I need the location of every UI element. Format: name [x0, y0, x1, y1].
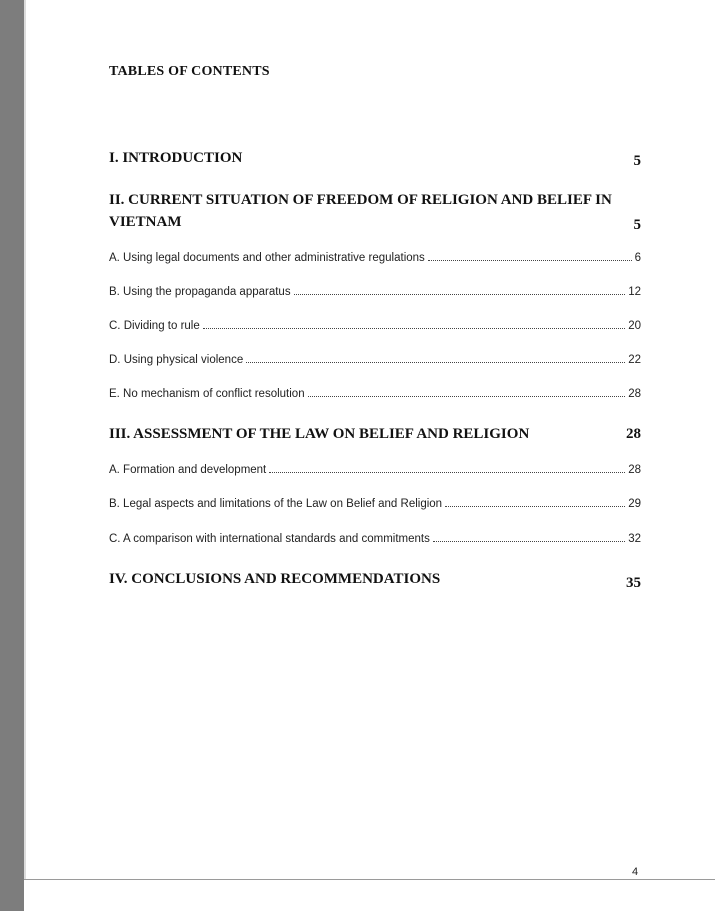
dot-leader [203, 327, 625, 329]
toc-entry[interactable] [109, 248, 641, 264]
toc-heading-page: 5 [633, 217, 641, 233]
toc-heading-page: 35 [626, 575, 641, 591]
dot-leader [246, 361, 625, 363]
toc-entry-label: E. No mechanism of conflict resolution [109, 388, 305, 400]
toc-heading-conclusions[interactable] [109, 568, 641, 590]
dot-leader [269, 471, 625, 473]
document-page [26, 0, 715, 879]
page-title: TABLES OF CONTENTS [109, 64, 270, 79]
toc-entry[interactable] [109, 282, 641, 298]
toc-heading-page: 5 [633, 153, 641, 169]
toc-heading-page: 28 [626, 426, 641, 442]
dot-leader [433, 540, 625, 542]
page-bottom-edge [24, 879, 715, 880]
toc-entry-page: 12 [628, 286, 641, 298]
toc-entry-label: D. Using physical violence [109, 354, 244, 366]
viewer-bottom-area [24, 879, 715, 911]
toc-entry[interactable] [109, 350, 641, 366]
toc-heading-assessment[interactable] [109, 423, 641, 445]
dot-leader [294, 293, 626, 295]
dot-leader [308, 395, 626, 397]
toc-entry-page: 22 [628, 354, 641, 366]
dot-leader [428, 259, 632, 261]
viewer-left-margin [0, 0, 24, 911]
dot-leader [445, 505, 625, 507]
toc-entry-label: A. Using legal documents and other administrative regulations [109, 252, 425, 264]
toc-heading-label: III. ASSESSMENT OF THE LAW ON BELIEF AND RELIGION [109, 426, 530, 442]
toc-entry-page: 6 [634, 252, 641, 264]
toc-entry-label: C. Dividing to rule [109, 320, 200, 332]
toc-entry-page: 20 [628, 320, 641, 332]
toc-entry[interactable] [109, 384, 641, 400]
toc-entry-page: 32 [628, 533, 641, 545]
toc-entry-page: 28 [628, 464, 641, 476]
toc-entry-label: C. A comparison with international standards and commitments [109, 533, 430, 545]
toc-entry-label: A. Formation and development [109, 464, 267, 476]
toc-entry-page: 29 [628, 498, 641, 510]
toc-heading-label: I. INTRODUCTION [109, 150, 243, 166]
toc-entry[interactable] [109, 460, 641, 476]
toc-entry[interactable] [109, 316, 641, 332]
toc-heading-current-situation[interactable] [109, 189, 641, 233]
toc-entry-label: B. Legal aspects and limitations of the Law on Belief and Religion [109, 498, 443, 510]
toc-heading-label: IV. CONCLUSIONS AND RECOMMENDATIONS [109, 571, 441, 587]
toc-entry-page: 28 [628, 388, 641, 400]
toc-heading-introduction[interactable] [109, 147, 641, 169]
toc-entry[interactable] [109, 529, 641, 545]
toc-entry-label: B. Using the propaganda apparatus [109, 286, 291, 298]
page-number: 4 [632, 866, 639, 878]
toc-heading-label: II. CURRENT SITUATION OF FREEDOM OF RELIGION AND BELIEF IN VIETNAM [109, 192, 612, 230]
toc-entry[interactable] [109, 494, 641, 510]
